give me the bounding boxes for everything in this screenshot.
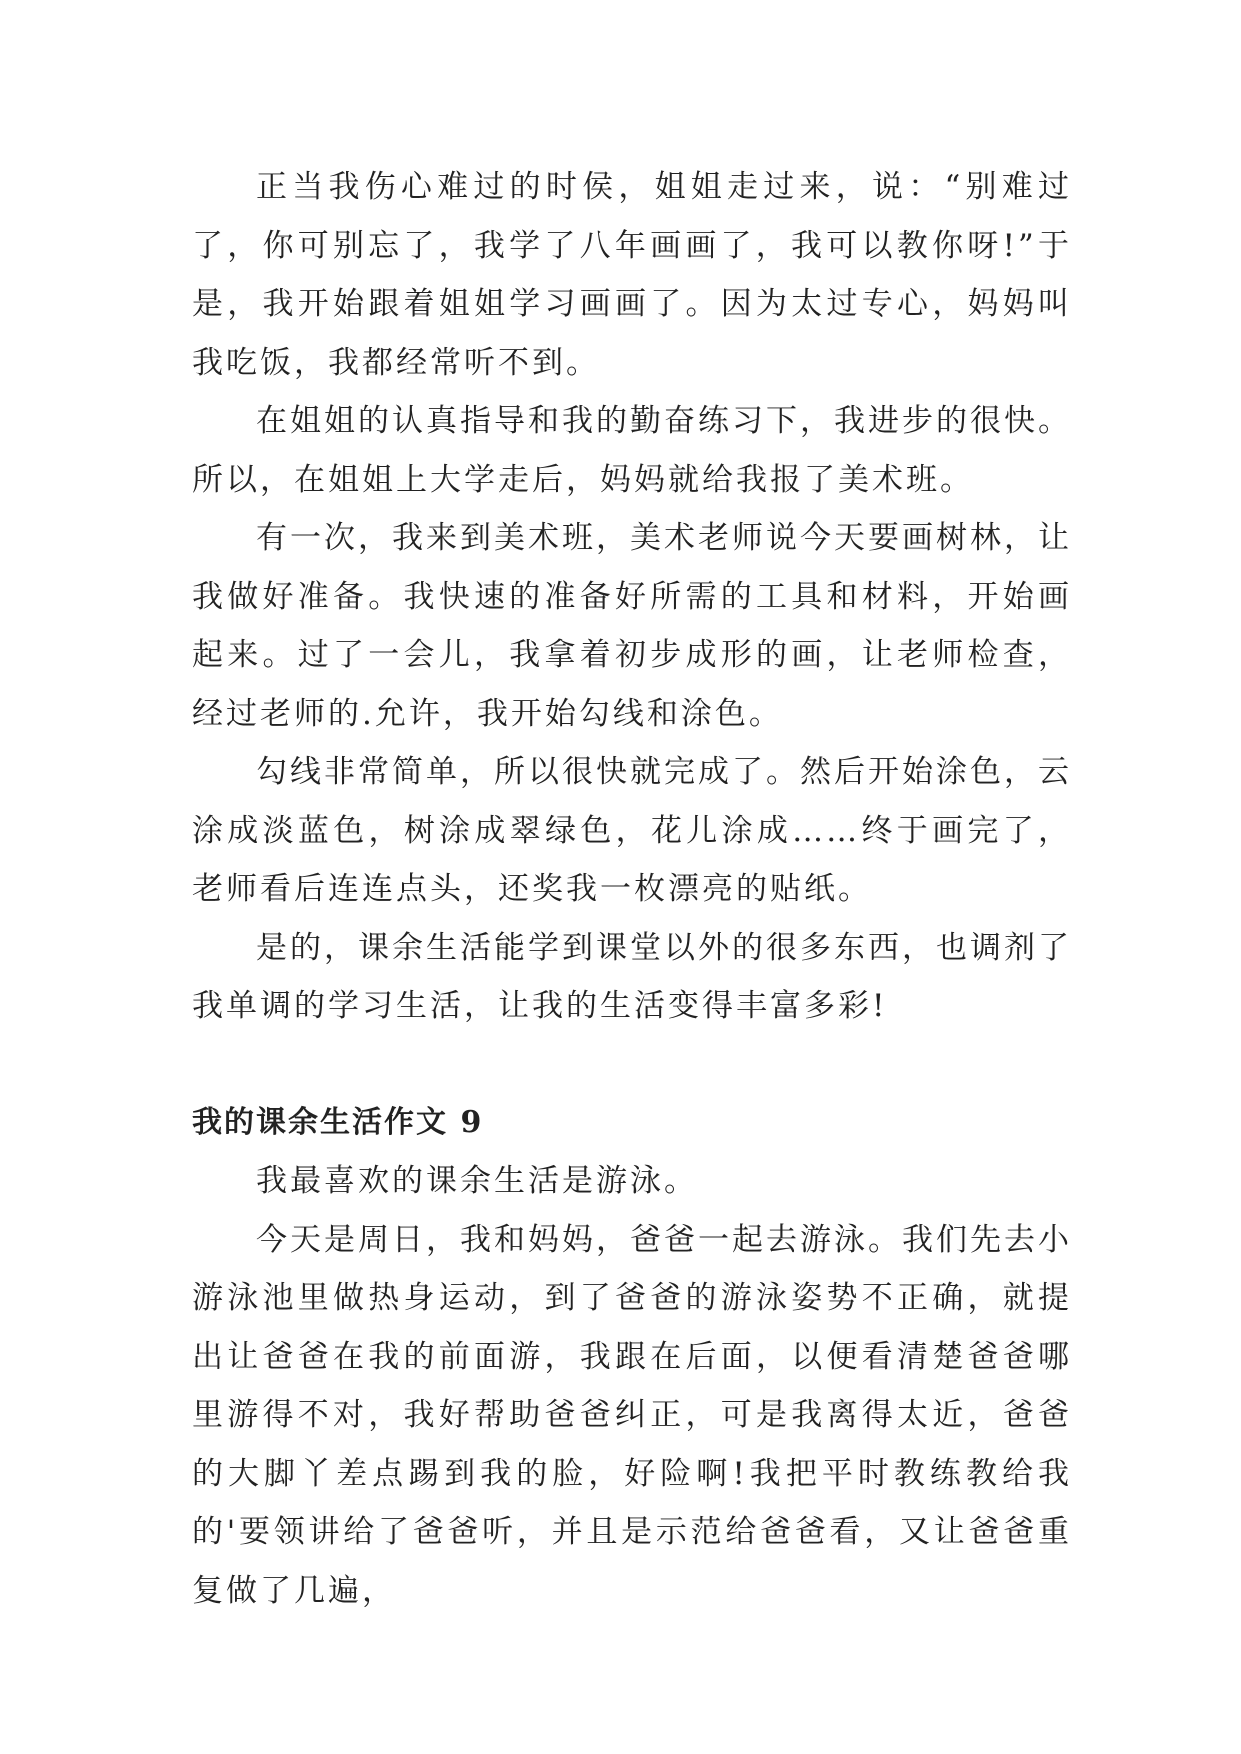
paragraph: 是的，课余生活能学到课堂以外的很多东西，也调剂了我单调的学习生活，让我的生活变得丰富多彩!: [192, 929, 1072, 1024]
section-title: 我的课余生活作文 9: [192, 1104, 484, 1140]
document-body: [192, 158, 1072, 1620]
paragraph: 我最喜欢的课余生活是游泳。: [256, 1163, 698, 1199]
paragraph: 正当我伤心难过的时侯，姐姐走过来，说：“别难过了，你可别忘了，我学了八年画画了，我可以教你呀!”于是，我开始跟着姐姐学习画画了。因为太过专心，妈妈叫我吃饭，我都经常听不到。: [192, 169, 1072, 381]
paragraph: 在姐姐的认真指导和我的勤奋练习下，我进步的很快。所以，在姐姐上大学走后，妈妈就给我报了美术班。: [192, 403, 1072, 498]
paragraph: 今天是周日，我和妈妈，爸爸一起去游泳。我们先去小游泳池里做热身运动，到了爸爸的游泳姿势不正确，就提出让爸爸在我的前面游，我跟在后面，以便看清楚爸爸哪里游得不对，我好帮助爸爸纠正，可是我离得太近，爸爸的大脚丫差点踢到我的脸，好险啊!我把平时教练教给我的'要领讲给了爸爸听，并且是示范给爸爸看，又让爸爸重复做了几遍，: [192, 1221, 1072, 1609]
paragraph: 有一次，我来到美术班，美术老师说今天要画树林，让我做好准备。我快速的准备好所需的工具和材料，开始画起来。过了一会儿，我拿着初步成形的画，让老师检查，经过老师的.允许，我开始勾线和涂色。: [192, 520, 1072, 732]
paragraph: 勾线非常简单，所以很快就完成了。然后开始涂色，云涂成淡蓝色，树涂成翠绿色，花儿涂成……终于画完了，老师看后连连点头，还奖我一枚漂亮的贴纸。: [192, 754, 1072, 907]
